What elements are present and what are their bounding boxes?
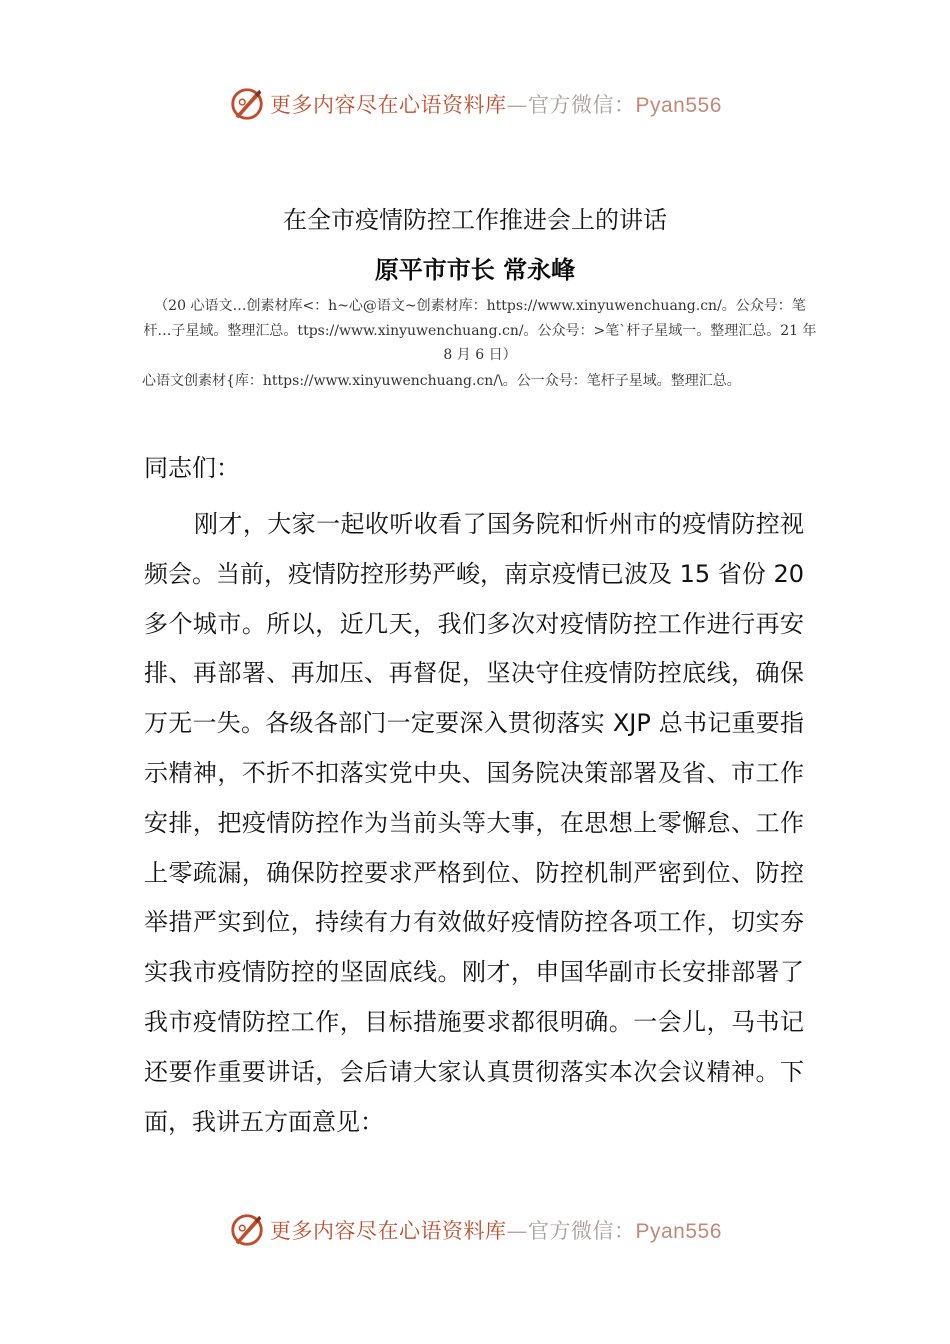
banner-dash: — — [506, 93, 528, 117]
document-subtitle: 原平市市长 常永峰 — [374, 256, 576, 284]
pen-circle-logo-icon — [228, 85, 266, 123]
banner-wechat-id: Pyan556 — [635, 94, 722, 117]
document-title: 在全市疫情防控工作推进会上的讲话 — [283, 206, 667, 234]
footer-banner — [0, 1206, 950, 1254]
banner-text — [270, 89, 722, 119]
banner-dash: — — [506, 1219, 528, 1243]
banner-brand: 更多内容尽在心语资料库 — [270, 1219, 507, 1243]
source-note: （20 心语文…创素材库<：h~心@语文~创素材库：https://www.xinyuwenchuang.cn/。公众号：笔杆…子星域。整理汇总。ttps://www.xinyuwenchuang.cn/。公众号：>笔`杆子星域一。整理汇总。21 年 8 月 6 日） — [143, 298, 817, 363]
banner-text — [270, 1215, 722, 1245]
source-note-2: 心语文创素材{库：https://www.xinyuwenchuang.cn/\。公一众号：笔杆子星域。整理汇总。 — [142, 373, 741, 389]
pen-circle-logo-icon — [228, 1211, 266, 1249]
greeting: 同志们： — [144, 454, 240, 482]
header-banner — [0, 80, 950, 128]
banner-brand: 更多内容尽在心语资料库 — [270, 93, 507, 117]
body-paragraph: 刚才，大家一起收听收看了国务院和忻州市的疫情防控视频会。当前，疫情防控形势严峻，南京疫情已波及 15 省份 20 多个城市。所以，近几天，我们多次对疫情防控工作进行再安排、再部署、再加压、再督促，坚决守住疫情防控底线，确保万无一失。各级各部门一定要深入贯彻落实 XJP 总书记重要指示精神，不折不扣落实党中央、国务院决策部署及省、市工作安排，把疫情防控作为当前头等大事，在思想上零懈怠、工作上零疏漏，确保防控要求严格到位、防控机制严密到位、防控举措严实到位，持续有力有效做好疫情防控各项工作，切实夯实我市疫情防控的坚固底线。刚才，申国华副市长安排部署了我市疫情防控工作，目标措施要求都很明确。一会儿，马书记还要作重要讲话，会后请大家认真贯彻落实本次会议精神。下面，我讲五方面意见： — [144, 510, 804, 1136]
banner-wechat-label: 官方微信： — [528, 93, 636, 117]
banner-wechat-id: Pyan556 — [635, 1220, 722, 1243]
banner-wechat-label: 官方微信： — [528, 1219, 636, 1243]
